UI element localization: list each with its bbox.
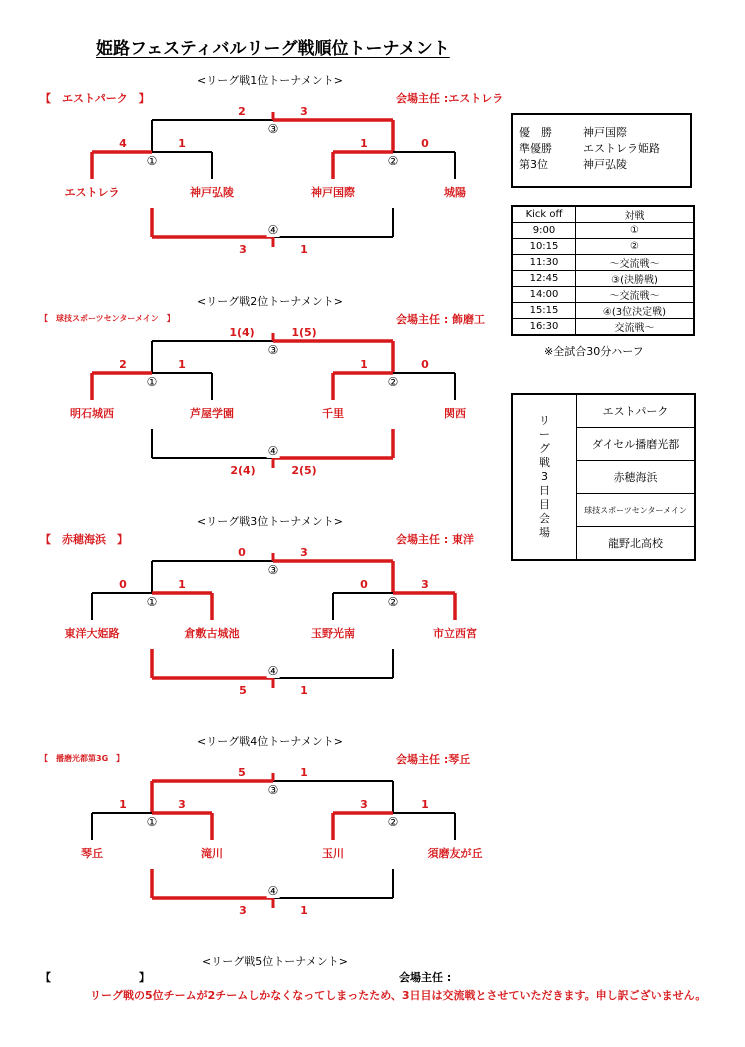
team-name: 城陽: [444, 186, 466, 199]
tournament-venue: 【 播磨光都第3G 】: [40, 754, 125, 763]
results-box: [511, 113, 692, 188]
match-mark-semi2: ②: [387, 375, 399, 389]
semi2-score-right: 3: [421, 578, 429, 591]
third-score-left: 3: [239, 243, 247, 256]
third-score-right: 2(5): [291, 464, 317, 477]
schedule-row: [512, 223, 694, 239]
venue-box-label: [513, 395, 577, 559]
semi1-score-left: 0: [119, 578, 127, 591]
venue-item: 赤穂海浜: [577, 461, 694, 494]
schedule-row: [512, 271, 694, 287]
tournament-supervisor: 会場主任 :琴丘: [396, 753, 471, 766]
semi2-score-left: 3: [360, 798, 368, 811]
match-label: ③(決勝戦): [576, 271, 695, 287]
schedule-row: [512, 239, 694, 255]
match-mark-semi2: ②: [387, 815, 399, 829]
match-label: ～交流戦～: [576, 255, 695, 271]
semi1-score-right: 1: [178, 358, 186, 371]
semi1-score-left: 1: [119, 798, 127, 811]
semi1-score-left: 2: [119, 358, 127, 371]
tournament-venue: 【 球技スポーツセンターメイン 】: [40, 314, 175, 323]
kickoff-header: Kick off: [512, 206, 576, 223]
fifth-note: リーグ戦の5位チームが2チームしかなくなってしまったため、3日目は交流戦とさせていただきます。申し訳ございません。: [90, 989, 707, 1002]
result-row-third: [519, 157, 690, 173]
team-name: 玉野光南: [311, 627, 355, 640]
venue-label-char: 3: [541, 470, 548, 483]
tournament-supervisor: 会場主任 :エストレラ: [396, 92, 504, 105]
match-mark-final: ③: [267, 783, 279, 797]
third-score-right: 1: [300, 243, 308, 256]
result-label: 準優勝: [519, 142, 552, 155]
venue-label-char: 目: [539, 498, 550, 511]
match-mark-semi2: ②: [387, 154, 399, 168]
schedule-row: [512, 255, 694, 271]
kickoff-time: 16:30: [512, 319, 576, 336]
team-name: 市立西宮: [433, 627, 477, 640]
schedule-row: [512, 287, 694, 303]
final-score-right: 3: [300, 105, 308, 118]
venue-label-char: リ: [539, 414, 550, 427]
match-header: 対戦: [576, 206, 695, 223]
third-score-right: 1: [300, 684, 308, 697]
final-score-right: 3: [300, 546, 308, 559]
venue-item: 球技スポーツセンターメイン: [577, 494, 694, 527]
result-row-winner: [519, 125, 690, 141]
venue-item: 龍野北高校: [608, 537, 663, 550]
kickoff-time: 15:15: [512, 303, 576, 319]
team-name: 滝川: [201, 847, 223, 860]
tournament-venue: 【 エストパーク 】: [40, 92, 150, 105]
semi1-score-right: 3: [178, 798, 186, 811]
venue-label-char: ー: [539, 428, 550, 441]
final-score-left: 5: [238, 766, 246, 779]
match-label: ①: [576, 223, 695, 239]
fifth-subtitle: <リーグ戦5位トーナメント>: [202, 955, 348, 968]
semi1-score-left: 4: [119, 137, 127, 150]
schedule-note: ※全試合30分ハーフ: [544, 345, 644, 358]
venue-list: [577, 395, 694, 559]
match-label: ②: [576, 239, 695, 255]
match-mark-third: ④: [267, 223, 279, 237]
match-mark-semi1: ①: [146, 815, 158, 829]
fifth-supervisor: 会場主任 :: [399, 971, 452, 984]
team-name: 倉敷古城池: [184, 627, 240, 640]
match-mark-third: ④: [267, 444, 279, 458]
team-name: 琴丘: [81, 847, 103, 860]
third-score-left: 3: [239, 904, 247, 917]
kickoff-time: 10:15: [512, 239, 576, 255]
tournament-subtitle: <リーグ戦3位トーナメント>: [197, 515, 343, 528]
match-mark-final: ③: [267, 122, 279, 136]
final-score-left: 0: [238, 546, 246, 559]
third-score-right: 1: [300, 904, 308, 917]
match-mark-third: ④: [267, 884, 279, 898]
team-name: 千里: [322, 407, 344, 420]
team-name: 東洋大姫路: [64, 627, 120, 640]
team-name: エストレラ: [64, 186, 120, 199]
match-mark-semi1: ①: [146, 375, 158, 389]
match-mark-final: ③: [267, 563, 279, 577]
tournament-subtitle: <リーグ戦4位トーナメント>: [197, 735, 343, 748]
third-score-left: 2(4): [230, 464, 256, 477]
team-name: 関西: [444, 407, 466, 420]
team-name: 芦屋学園: [190, 407, 234, 420]
result-row-runner-up: [519, 141, 690, 157]
final-score-right: 1: [300, 766, 308, 779]
semi2-score-left: 0: [360, 578, 368, 591]
final-score-right: 1(5): [291, 326, 317, 339]
venue-label-char: グ: [539, 442, 550, 455]
fifth-venue: 【 】: [40, 971, 150, 984]
team-name: 須磨友が丘: [427, 847, 483, 860]
match-label: ～交流戦～: [576, 287, 695, 303]
team-name: 玉川: [322, 847, 344, 860]
match-mark-third: ④: [267, 664, 279, 678]
tournament-supervisor: 会場主任 : 飾磨工: [396, 313, 486, 326]
semi2-score-left: 1: [360, 137, 368, 150]
tournament-subtitle: <リーグ戦1位トーナメント>: [197, 74, 343, 87]
semi2-score-right: 0: [421, 358, 429, 371]
match-mark-semi1: ①: [146, 595, 158, 609]
match-mark-final: ③: [267, 343, 279, 357]
venue-item: エストパーク: [577, 395, 694, 428]
tournament-supervisor: 会場主任 : 東洋: [396, 533, 475, 546]
semi2-score-left: 1: [360, 358, 368, 371]
schedule-row: [512, 303, 694, 319]
team-name: 神戸弘陵: [190, 186, 234, 199]
match-mark-semi2: ②: [387, 595, 399, 609]
semi1-score-right: 1: [178, 578, 186, 591]
venue-box: [511, 393, 696, 561]
final-score-left: 1(4): [229, 326, 255, 339]
team-name: 明石城西: [70, 407, 114, 420]
venue-label-char: 場: [539, 526, 550, 539]
tournament-subtitle: <リーグ戦2位トーナメント>: [197, 295, 343, 308]
tournament-venue: 【 赤穂海浜 】: [40, 533, 128, 546]
match-label: 交流戦～: [576, 319, 695, 336]
semi2-score-right: 0: [421, 137, 429, 150]
schedule-row: [512, 319, 694, 336]
final-score-left: 2: [238, 105, 246, 118]
result-team: 神戸弘陵: [583, 158, 627, 171]
venue-label-char: 会: [539, 512, 550, 525]
result-team: エストレラ姫路: [583, 142, 660, 155]
schedule-header-row: [512, 206, 694, 223]
result-label: 優 勝: [519, 126, 552, 139]
venue-item: ダイセル播磨光都: [577, 428, 694, 461]
semi1-score-right: 1: [178, 137, 186, 150]
page-title: 姫路フェスティバルリーグ戦順位トーナメント: [96, 39, 450, 59]
team-name: 神戸国際: [311, 186, 355, 199]
result-label: 第3位: [519, 158, 548, 171]
kickoff-time: 12:45: [512, 271, 576, 287]
kickoff-time: 11:30: [512, 255, 576, 271]
third-score-left: 5: [239, 684, 247, 697]
kickoff-time: 14:00: [512, 287, 576, 303]
result-team: 神戸国際: [583, 126, 627, 139]
schedule-table: [511, 205, 695, 336]
semi2-score-right: 1: [421, 798, 429, 811]
venue-label-char: 日: [539, 484, 550, 497]
match-mark-semi1: ①: [146, 154, 158, 168]
kickoff-time: 9:00: [512, 223, 576, 239]
venue-label-char: 戦: [539, 456, 550, 469]
match-label: ④(3位決定戦): [576, 303, 695, 319]
